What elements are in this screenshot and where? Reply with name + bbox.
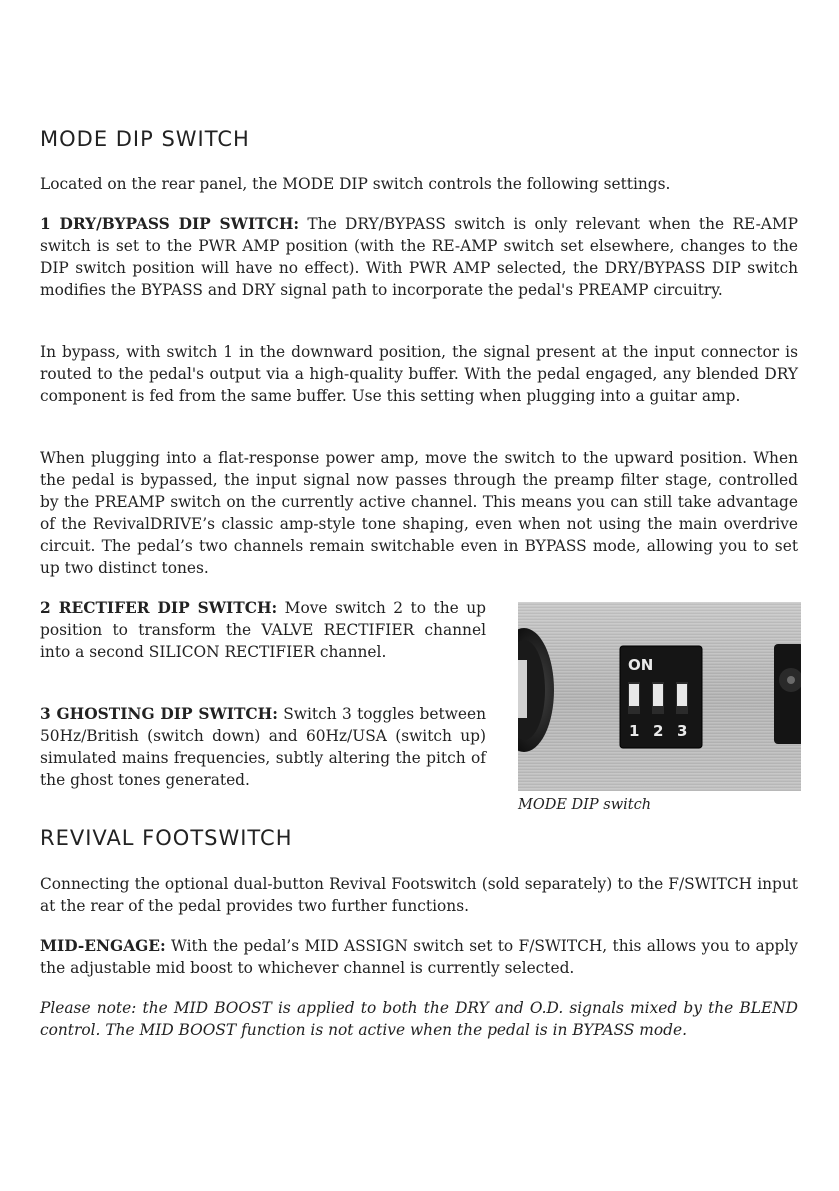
dip-lever-3 [677,684,687,706]
dc-jack-shape [774,644,801,744]
rectifier-lead: 2 RECTIFER DIP SWITCH: [40,599,278,617]
flat-response-paragraph: When plugging into a flat-response power amp, move the switch to the upward position. When the pedal is bypassed, the input signal now passes through the preamp filter stage, controlled by the PREAMP switch on the currently active channel. This means you can still take advantage of the RevivalDRIVE’s classic amp-style tone shaping, even when not using the main overdrive circuit. The pedal’s two channels remain switchable even in BYPASS mode, allowing you to set up two distinct tones. [40,449,798,577]
dip-lever-1 [629,684,639,706]
dip-on-label: ON [628,656,654,674]
dip-lever-2 [653,684,663,706]
mid-engage-paragraph [40,935,798,979]
dry-bypass-lead: 1 DRY/BYPASS DIP SWITCH: [40,215,300,233]
mid-engage-text: With the pedal’s MID ASSIGN switch set to F/SWITCH, this allows you to apply the adjustable mid boost to whichever channel is currently selected. [40,937,798,977]
dip-number-2: 2 [653,722,664,740]
dry-bypass-paragraph [40,213,798,301]
ghosting-text: Switch 3 toggles between 50Hz/British (switch down) and 60Hz/USA (switch up) simulated mains frequencies, subtly altering the pitch of the ghost tones generated. [40,705,486,789]
ghosting-paragraph [40,703,486,791]
dip-number-3: 3 [677,722,688,740]
section-heading-mode-dip: MODE DIP SWITCH [40,127,250,151]
mode-dip-intro: Located on the rear panel, the MODE DIP switch controls the following settings. [40,175,671,193]
mid-engage-lead: MID-ENGAGE: [40,937,166,955]
section-heading-revival-footswitch: REVIVAL FOOTSWITCH [40,826,293,850]
rectifier-paragraph [40,597,486,663]
photo-caption: MODE DIP switch [518,797,652,813]
ghosting-lead: 3 GHOSTING DIP SWITCH: [40,705,278,723]
dry-bypass-text: The DRY/BYPASS switch is only relevant when the RE-AMP switch is set to the PWR AMP position (with the RE-AMP switch set elsewhere, changes to the DIP switch position will have no effect). With PWR AMP selected, the DRY/BYPASS DIP switch modifies the BYPASS and DRY signal path to incorporate the pedal's PREAMP circuitry. [40,215,798,299]
mid-boost-note: Please note: the MID BOOST is applied to both the DRY and O.D. signals mixed by the BLEND control. The MID BOOST function is not active when the pedal is in BYPASS mode. [40,999,798,1039]
mode-dip-switch-photo [518,602,801,791]
revival-intro: Connecting the optional dual-button Revival Footswitch (sold separately) to the F/SWITCH input at the rear of the pedal provides two further functions. [40,875,798,915]
rectifier-text: Move switch 2 to the up position to transform the VALVE RECTIFIER channel into a second SILICON RECTIFIER channel. [40,599,487,661]
dip-number-1: 1 [629,722,640,740]
bypass-paragraph: In bypass, with switch 1 in the downward position, the signal present at the input connector is routed to the pedal's output via a high-quality buffer. With the pedal engaged, any blended DRY component is fed from the same buffer. Use this setting when plugging into a guitar amp. [40,343,798,405]
